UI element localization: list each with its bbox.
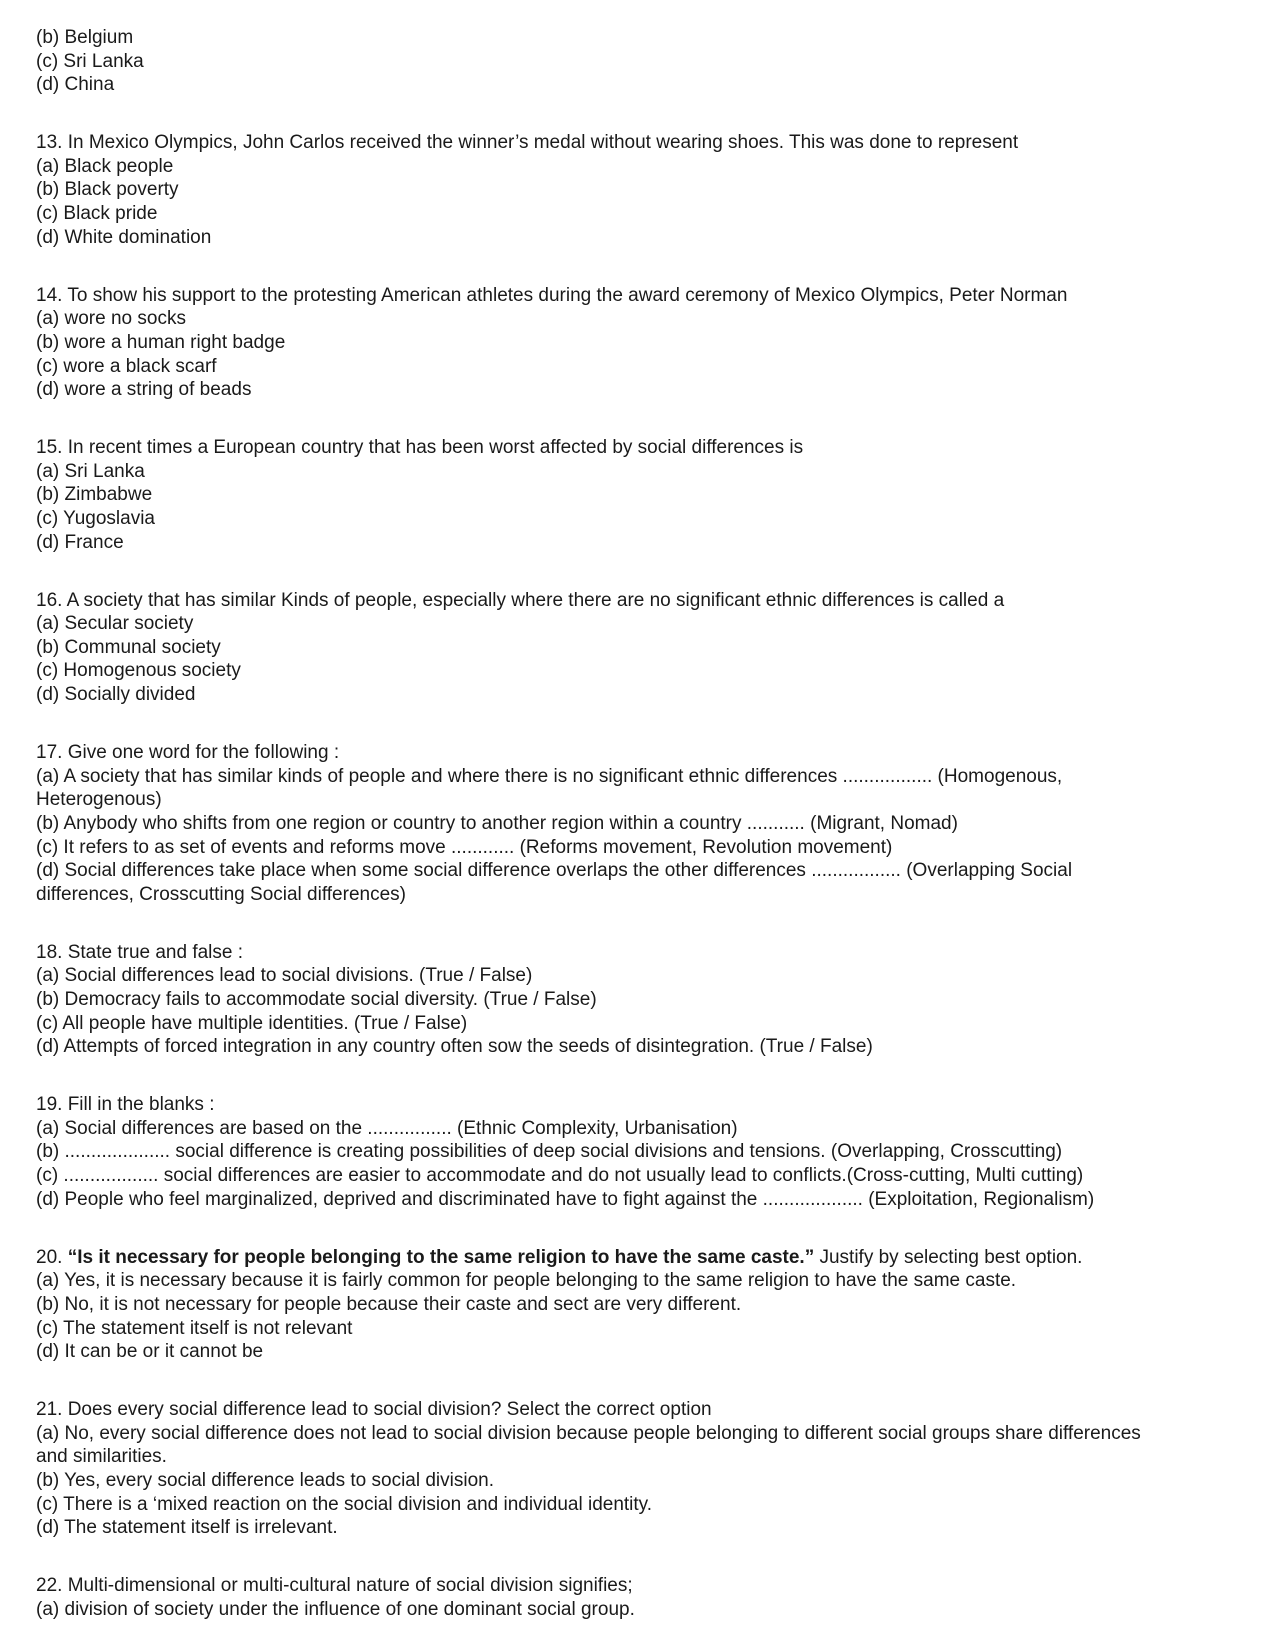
text-line: [36, 531, 1245, 555]
question-block-q19: [36, 1093, 1245, 1211]
text-line: [36, 1188, 1245, 1212]
text-line: [36, 741, 1245, 765]
text-line: [36, 378, 1245, 402]
text-line: [36, 883, 1245, 907]
text-line: [36, 1340, 1245, 1364]
text-line: [36, 307, 1245, 331]
text-segment: 15. In recent times a European country that has been worst affected by social differences is: [36, 437, 804, 459]
text-segment: (d) France: [36, 531, 124, 553]
question-block-q21: [36, 1398, 1245, 1540]
text-segment: (d) Social differences take place when some social difference overlaps the other differences ................. (Overlapping Social: [36, 860, 1073, 882]
text-segment: (a) No, every social difference does not lead to social division because people belonging to different social groups share differences: [36, 1422, 1141, 1444]
text-line: [36, 812, 1245, 836]
text-segment: (b) wore a human right badge: [36, 331, 286, 353]
text-segment: (c) Homogenous society: [36, 660, 241, 682]
text-line: [36, 1093, 1245, 1117]
text-line: [36, 859, 1245, 883]
text-line: [36, 284, 1245, 308]
text-line: [36, 988, 1245, 1012]
text-line: [36, 1293, 1245, 1317]
text-segment: (c) All people have multiple identities. (True / False): [36, 1012, 468, 1034]
text-line: [36, 1493, 1245, 1517]
text-segment: (a) wore no socks: [36, 308, 186, 330]
text-segment: (c) There is a ‘mixed reaction on the social division and individual identity.: [36, 1493, 653, 1515]
text-line: [36, 836, 1245, 860]
text-segment: 21. Does every social difference lead to social division? Select the correct option: [36, 1399, 712, 1421]
question-block-q14: [36, 284, 1245, 402]
text-line: [36, 1140, 1245, 1164]
text-line: [36, 1012, 1245, 1036]
text-segment: (a) Black people: [36, 155, 174, 177]
text-segment: (b) Anybody who shifts from one region or country to another region within a country ........... (Migrant, Nomad): [36, 812, 958, 834]
text-segment: 17. Give one word for the following :: [36, 742, 340, 764]
text-line: [36, 355, 1245, 379]
text-line: [36, 788, 1245, 812]
text-segment: (a) Social differences lead to social divisions. (True / False): [36, 965, 533, 987]
text-line: [36, 1317, 1245, 1341]
text-segment: (d) People who feel marginalized, deprived and discriminated have to fight against the ................... (Exploitation, Regionalism): [36, 1188, 1095, 1210]
text-segment: (b) Zimbabwe: [36, 484, 153, 506]
text-segment: (c) Sri Lanka: [36, 50, 144, 72]
text-segment: (c) wore a black scarf: [36, 355, 217, 377]
text-line: [36, 50, 1245, 74]
text-segment: (c) It refers to as set of events and reforms move ............ (Reforms movement, Revolution movement): [36, 836, 893, 858]
text-line: [36, 589, 1245, 613]
text-segment: 16. A society that has similar Kinds of people, especially where there are no significant ethnic differences is called a: [36, 589, 1005, 611]
text-segment: Justify by selecting best option.: [814, 1246, 1083, 1268]
text-segment: (d) wore a string of beads: [36, 379, 252, 401]
text-line: [36, 436, 1245, 460]
text-line: [36, 1246, 1245, 1270]
text-line: [36, 1398, 1245, 1422]
text-segment: (b) Communal society: [36, 636, 221, 658]
text-line: [36, 683, 1245, 707]
text-line: [36, 26, 1245, 50]
text-line: [36, 1035, 1245, 1059]
text-segment: (d) China: [36, 74, 115, 96]
question-list: [36, 26, 1245, 1621]
question-block-q20: [36, 1246, 1245, 1364]
text-segment: (b) Black poverty: [36, 179, 179, 201]
text-line: [36, 612, 1245, 636]
text-line: [36, 226, 1245, 250]
text-line: [36, 1574, 1245, 1598]
text-segment: (b) Belgium: [36, 27, 134, 48]
text-line: [36, 941, 1245, 965]
text-line: [36, 1117, 1245, 1141]
text-segment: 22. Multi-dimensional or multi-cultural nature of social division signifies;: [36, 1575, 633, 1597]
text-segment: 18. State true and false :: [36, 941, 244, 963]
text-segment: 20.: [36, 1246, 68, 1268]
text-line: [36, 1164, 1245, 1188]
text-segment: (c) .................. social differences are easier to accommodate and do not usually lead to conflicts.(Cross-cutting, Multi cutting): [36, 1165, 1084, 1187]
text-segment: (a) A society that has similar kinds of people and where there is no significant ethnic differences ................. (Homogenous,: [36, 765, 1063, 787]
text-line: [36, 483, 1245, 507]
text-segment: (d) Socially divided: [36, 684, 196, 706]
text-line: [36, 331, 1245, 355]
text-segment: (c) The statement itself is not relevant: [36, 1317, 353, 1339]
text-line: [36, 765, 1245, 789]
text-segment: (d) It can be or it cannot be: [36, 1341, 264, 1363]
text-line: [36, 1469, 1245, 1493]
text-line: [36, 178, 1245, 202]
text-line: [36, 131, 1245, 155]
text-segment: (d) White domination: [36, 226, 212, 248]
text-line: [36, 659, 1245, 683]
question-block-q13: [36, 131, 1245, 249]
text-segment: differences, Crosscutting Social differences): [36, 883, 406, 905]
text-line: [36, 202, 1245, 226]
text-line: [36, 1269, 1245, 1293]
text-segment: (c) Yugoslavia: [36, 508, 155, 529]
text-segment: and similarities.: [36, 1446, 167, 1468]
text-segment: (b) .................... social difference is creating possibilities of deep social divisions and tensions. (Overlapping, Crosscutting): [36, 1141, 1063, 1163]
text-segment: (a) Social differences are based on the ................ (Ethnic Complexity, Urbanisation): [36, 1117, 738, 1139]
text-line: [36, 73, 1245, 97]
text-segment: (a) Sri Lanka: [36, 460, 145, 482]
question-block-q15: [36, 436, 1245, 554]
text-segment: (b) Democracy fails to accommodate social diversity. (True / False): [36, 989, 597, 1010]
text-segment: (b) No, it is not necessary for people because their caste and sect are very different.: [36, 1293, 742, 1315]
text-segment: (a) Yes, it is necessary because it is fairly common for people belonging to the same religion to have the same caste.: [36, 1270, 1017, 1292]
text-line: [36, 155, 1245, 179]
question-block-q12-options: [36, 26, 1245, 97]
text-line: [36, 460, 1245, 484]
text-line: [36, 1445, 1245, 1469]
text-segment: (d) Attempts of forced integration in any country often sow the seeds of disintegration. (True / False): [36, 1036, 873, 1058]
question-block-q22: [36, 1574, 1245, 1621]
text-line: [36, 1422, 1245, 1446]
text-line: [36, 1598, 1245, 1622]
text-segment: (a) Secular society: [36, 613, 194, 635]
text-segment: 19. Fill in the blanks :: [36, 1094, 215, 1116]
question-block-q17: [36, 741, 1245, 906]
text-line: [36, 1516, 1245, 1540]
text-line: [36, 636, 1245, 660]
text-segment: “Is it necessary for people belonging to the same religion to have the same caste.”: [67, 1246, 815, 1268]
text-segment: Heterogenous): [36, 789, 162, 811]
text-line: [36, 507, 1245, 531]
text-segment: (d) The statement itself is irrelevant.: [36, 1517, 338, 1539]
text-segment: (c) Black pride: [36, 203, 158, 225]
text-line: [36, 964, 1245, 988]
text-segment: 14. To show his support to the protesting American athletes during the award ceremony of Mexico Olympics, Peter Norman: [36, 284, 1068, 306]
question-block-q16: [36, 589, 1245, 707]
text-segment: (a) division of society under the influence of one dominant social group.: [36, 1598, 635, 1620]
question-block-q18: [36, 941, 1245, 1059]
text-segment: 13. In Mexico Olympics, John Carlos received the winner’s medal without wearing shoes. This was done to represent: [36, 132, 1019, 154]
text-segment: (b) Yes, every social difference leads to social division.: [36, 1470, 495, 1491]
